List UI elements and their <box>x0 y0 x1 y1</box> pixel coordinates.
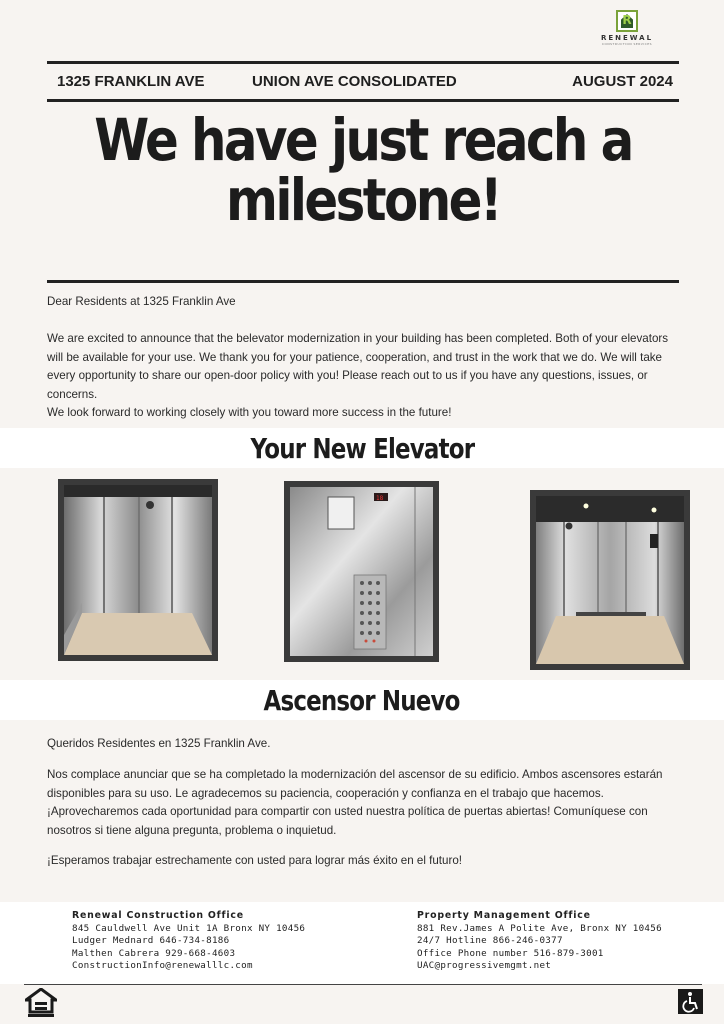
elevator-photo-3 <box>530 490 690 670</box>
logo-tagline: CONSTRUCTION SERVICES <box>601 42 653 46</box>
elevator-interior-image-1 <box>64 485 212 655</box>
footer <box>0 902 724 984</box>
management-office-address: 881 Rev.James A Polite Ave, Bronx NY 10456 <box>417 922 662 934</box>
english-paragraph-2: We look forward to working closely with you toward more success in the future! <box>47 406 452 419</box>
elevator-photo-1 <box>58 479 218 661</box>
masthead <box>47 67 679 95</box>
spanish-paragraph-1: Nos complace anunciar que se ha completado la modernización del ascensor de su edificio. Ambos ascensores estarán disponibles para su uso. Le agradecemos su paciencia, cooperación y confianza en el trabajo que hacemos. ¡Aprovecharemos cada oportunidad para compartir con usted nuestra política de puertas abiertas! Comuníquese con nosotros si tiene alguna pregunta, problema o inquietud. <box>47 768 663 837</box>
section-title-english: Your New Elevator <box>250 431 474 465</box>
english-greeting: Dear Residents at 1325 Franklin Ave <box>47 295 236 308</box>
management-office-block <box>417 910 662 973</box>
section-band-english <box>0 428 724 468</box>
elevator-photo-2 <box>284 481 439 662</box>
svg-text:18: 18 <box>376 495 384 502</box>
section-title-spanish: Ascensor Nuevo <box>263 683 461 717</box>
english-paragraph-1: We are excited to announce that the belevator modernization in your building has been completed. Both of your elevators will be available for your use. We thank you for your patience, cooperation, and trust in the work that we do. We will take every opportunity to share our open-door policy with you! Please reach out to us if you have any questions, issues, or concerns. <box>47 332 669 401</box>
masthead-company: UNION AVE CONSOLIDATED <box>252 72 457 90</box>
construction-office-address: 845 Cauldwell Ave Unit 1A Bronx NY 10456 <box>72 922 306 934</box>
renewal-logo-icon: R <box>616 10 638 32</box>
renewal-logo <box>592 10 662 46</box>
headline-line-2: milestone! <box>225 166 501 234</box>
headline-line-1: We have just reach a <box>94 106 632 174</box>
construction-office-title: Renewal Construction Office <box>72 910 244 921</box>
management-hotline: 24/7 Hotline 866-246-0377 <box>417 935 563 947</box>
footer-rule <box>24 984 702 985</box>
headline <box>91 106 635 234</box>
elevator-control-panel-image <box>290 487 433 656</box>
construction-email[interactable]: ConstructionInfo@renewalllc.com <box>72 960 253 972</box>
masthead-top-rule <box>47 61 679 64</box>
masthead-date: AUGUST 2024 <box>572 72 673 90</box>
management-office-title: Property Management Office <box>417 910 591 921</box>
masthead-bottom-rule <box>47 99 679 102</box>
wheelchair-accessibility-icon <box>678 989 703 1014</box>
spanish-paragraph-2: ¡Esperamos trabajar estrechamente con usted para lograr más éxito en el futuro! <box>47 854 463 867</box>
elevator-interior-image-2 <box>536 496 684 664</box>
logo-wordmark: RENEWAL <box>600 34 654 42</box>
masthead-address: 1325 FRANKLIN AVE <box>57 72 205 90</box>
construction-office-block <box>72 910 305 973</box>
management-email[interactable]: UAC@progressivemgmt.net <box>417 960 552 972</box>
headline-rule <box>47 280 679 283</box>
management-office-phone: Office Phone number 516-879-3001 <box>417 947 604 959</box>
equal-housing-opportunity-icon <box>25 988 57 1018</box>
section-band-spanish <box>0 680 724 720</box>
spanish-greeting: Queridos Residentes en 1325 Franklin Ave. <box>47 737 271 750</box>
construction-contact-2: Malthen Cabrera 929-668-4603 <box>72 947 236 959</box>
construction-contact-1: Ludger Mednard 646-734-8186 <box>72 935 230 947</box>
